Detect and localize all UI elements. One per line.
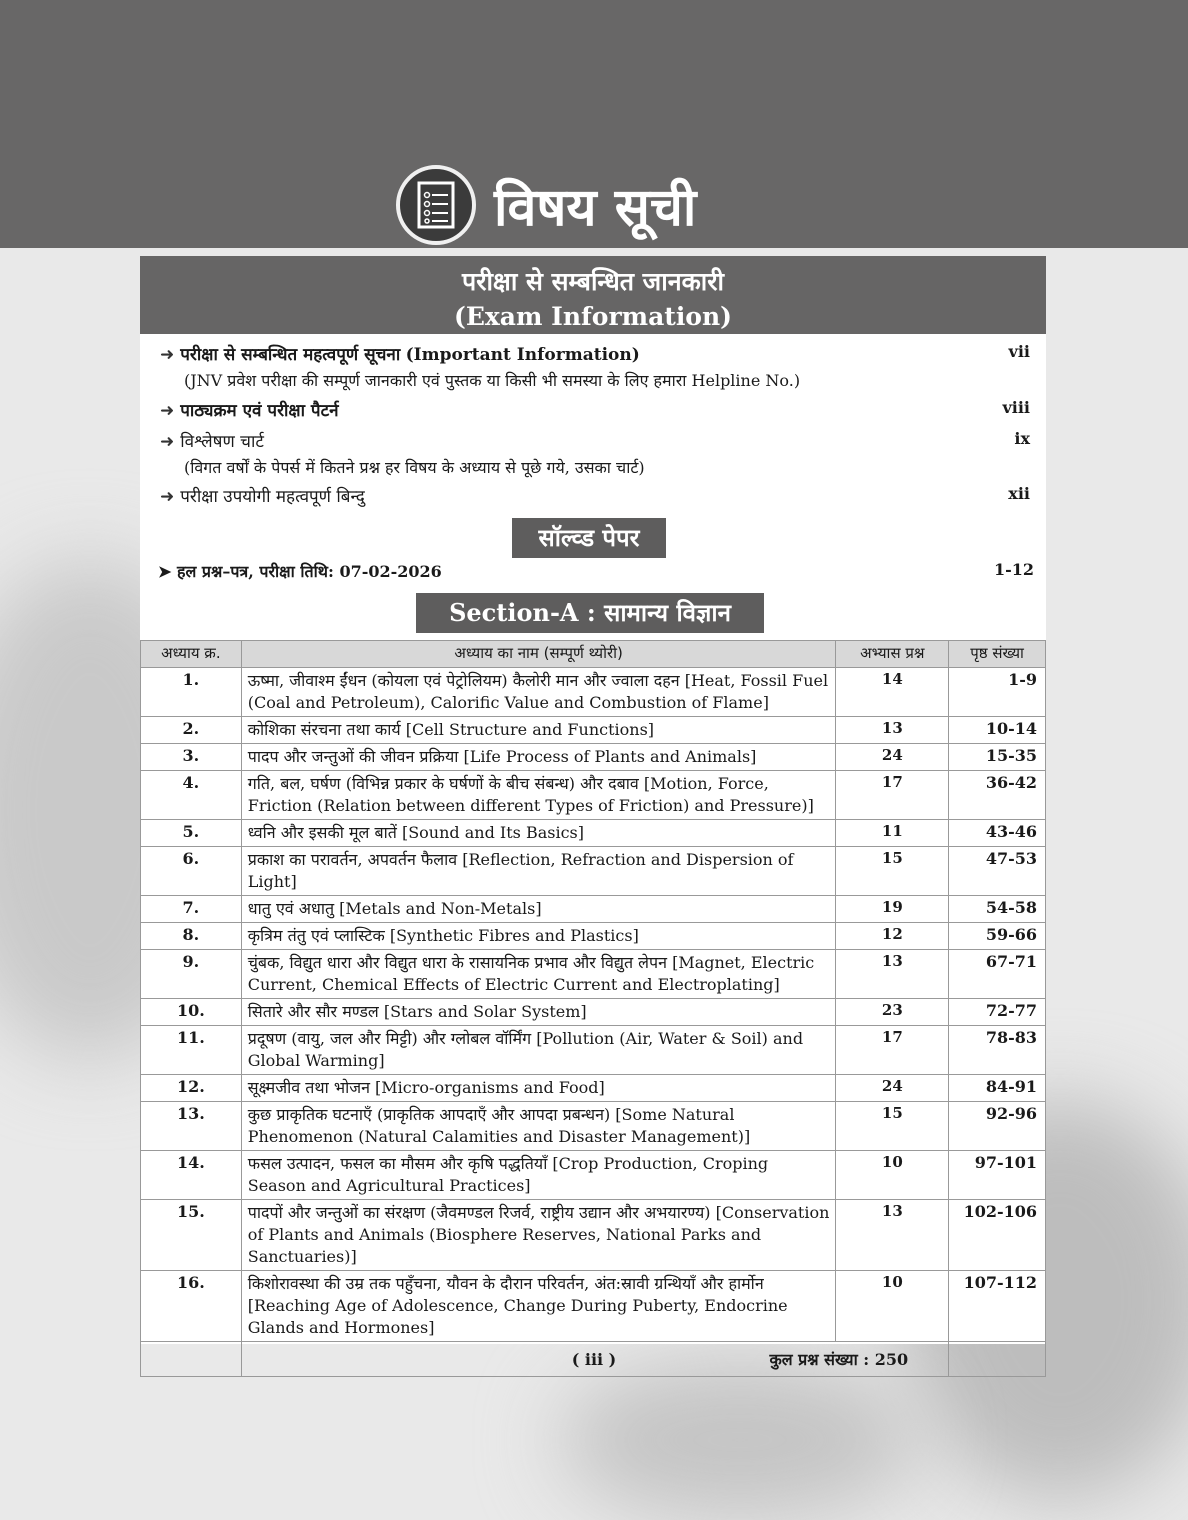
triangle-right-icon: ➤ <box>158 562 177 581</box>
page-range: 47-53 <box>949 847 1046 896</box>
exam-info-heading <box>140 256 1046 334</box>
chapter-number: 13. <box>141 1102 242 1151</box>
table-row[interactable] <box>141 950 1046 999</box>
table-row[interactable] <box>141 1075 1046 1102</box>
chapter-number: 4. <box>141 771 242 820</box>
info-item-syllabus[interactable]: ➜ पाठ्यक्रम एवं परीक्षा पैटर्न viii <box>160 398 1030 421</box>
table-row[interactable] <box>141 896 1046 923</box>
practice-questions: 13 <box>836 717 949 744</box>
practice-questions: 24 <box>836 1075 949 1102</box>
page-range: 97-101 <box>949 1151 1046 1200</box>
table-row[interactable] <box>141 1151 1046 1200</box>
solved-paper-item[interactable] <box>158 560 1034 582</box>
chapter-number: 10. <box>141 999 242 1026</box>
practice-questions: 19 <box>836 896 949 923</box>
chapter-table <box>140 640 1046 1377</box>
page-range: 84-91 <box>949 1075 1046 1102</box>
chapter-number: 11. <box>141 1026 242 1075</box>
info-item-sub: (विगत वर्षों के पेपर्स में कितने प्रश्न हर विषय के अध्याय से पूछे गये, उसका चार्ट) <box>184 458 645 477</box>
page-range: 36-42 <box>949 771 1046 820</box>
chapter-number: 16. <box>141 1271 242 1342</box>
practice-questions: 15 <box>836 1102 949 1151</box>
page-ref: xii <box>1008 484 1030 503</box>
page-number: ( iii ) <box>571 1350 617 1369</box>
chapter-name: धातु एवं अधातु [Metals and Non-Metals] <box>241 896 836 923</box>
page-range: 92-96 <box>949 1102 1046 1151</box>
table-row[interactable] <box>141 744 1046 771</box>
practice-questions: 13 <box>836 950 949 999</box>
info-item-sub: (JNV प्रवेश परीक्षा की सम्पूर्ण जानकारी एवं पुस्तक या किसी भी समस्या के लिए हमारा Helpline No.) <box>184 371 801 390</box>
exam-info-heading-english: (Exam Information) <box>454 302 732 331</box>
arrow-right-icon: ➜ <box>160 401 175 421</box>
column-header: पृष्ठ संख्या <box>949 641 1046 668</box>
chapter-name: गति, बल, घर्षण (विभिन्न प्रकार के घर्षणों के बीच संबन्ध) और दबाव [Motion, Force, Friction (Relation between different Types of Friction) and Pressure)] <box>241 771 836 820</box>
info-item-analysis[interactable]: ➜ विश्लेषण चार्ट (विगत वर्षों के पेपर्स में कितने प्रश्न हर विषय के अध्याय से पूछे गये, उसका चार्ट) ix <box>160 429 1040 478</box>
chapter-number: 8. <box>141 923 242 950</box>
chapter-name: सूक्ष्मजीव तथा भोजन [Micro-organisms and Food] <box>241 1075 836 1102</box>
practice-questions: 11 <box>836 820 949 847</box>
arrow-right-icon: ➜ <box>160 487 175 507</box>
table-row[interactable] <box>141 771 1046 820</box>
practice-questions: 17 <box>836 1026 949 1075</box>
page-range: 1-9 <box>949 668 1046 717</box>
chapter-name: कृत्रिम तंतु एवं प्लास्टिक [Synthetic Fibres and Plastics] <box>241 923 836 950</box>
chapter-number: 12. <box>141 1075 242 1102</box>
table-row[interactable] <box>141 1271 1046 1342</box>
arrow-right-icon: ➜ <box>160 345 175 365</box>
chapter-number: 2. <box>141 717 242 744</box>
column-header: अध्याय का नाम (सम्पूर्ण थ्योरी) <box>241 641 836 668</box>
table-header-row <box>141 641 1046 668</box>
chapter-name: ऊष्मा, जीवाश्म ईंधन (कोयला एवं पेट्रोलियम) कैलोरी मान और ज्वाला दहन [Heat, Fossil Fuel (Coal and Petroleum), Calorific Value and Combustion of Flame] <box>241 668 836 717</box>
info-item-points[interactable]: ➜ परीक्षा उपयोगी महत्वपूर्ण बिन्दु xii <box>160 484 1030 507</box>
chapter-name: चुंबक, विद्युत धारा और विद्युत धारा के रासायनिक प्रभाव और विद्युत लेपन [Magnet, Electric Current, Chemical Effects of Electric Current and Electroplating] <box>241 950 836 999</box>
table-row[interactable] <box>141 717 1046 744</box>
table-row[interactable] <box>141 820 1046 847</box>
chapter-number: 1. <box>141 668 242 717</box>
practice-questions: 15 <box>836 847 949 896</box>
practice-questions: 14 <box>836 668 949 717</box>
total-questions: कुल प्रश्न संख्या : 250 <box>241 1342 948 1377</box>
chapter-number: 15. <box>141 1200 242 1271</box>
practice-questions: 24 <box>836 744 949 771</box>
column-header: अध्याय क्र. <box>141 641 242 668</box>
practice-questions: 23 <box>836 999 949 1026</box>
page-range: 67-71 <box>949 950 1046 999</box>
table-row[interactable] <box>141 1102 1046 1151</box>
chapter-name: किशोरावस्था की उम्र तक पहुँचना, यौवन के दौरान परिवर्तन, अंत:स्रावी ग्रन्थियाँ और हार्मोन [Reaching Age of Adolescence, Change During Puberty, Endocrine Glands and Hormones] <box>241 1271 836 1342</box>
page-range: 15-35 <box>949 744 1046 771</box>
chapter-name: कुछ प्राकृतिक घटनाएँ (प्राकृतिक आपदाएँ और आपदा प्रबन्धन) [Some Natural Phenomenon (Natural Calamities and Disaster Management)] <box>241 1102 836 1151</box>
practice-questions: 13 <box>836 1200 949 1271</box>
page-range: 102-106 <box>949 1200 1046 1271</box>
list-document-icon <box>396 165 476 245</box>
chapter-number: 5. <box>141 820 242 847</box>
chapter-name: ध्वनि और इसकी मूल बातें [Sound and Its Basics] <box>241 820 836 847</box>
practice-questions: 10 <box>836 1151 949 1200</box>
table-row[interactable] <box>141 847 1046 896</box>
page-ref: viii <box>1002 398 1030 417</box>
chapter-name: कोशिका संरचना तथा कार्य [Cell Structure and Functions] <box>241 717 836 744</box>
page-range: 78-83 <box>949 1026 1046 1075</box>
background-wash <box>560 1360 920 1520</box>
chapter-number: 6. <box>141 847 242 896</box>
table-row[interactable] <box>141 923 1046 950</box>
exam-info-heading-hindi: परीक्षा से सम्बन्धित जानकारी <box>462 267 724 296</box>
table-row[interactable] <box>141 999 1046 1026</box>
section-a-heading: Section-A : सामान्य विज्ञान <box>416 593 764 633</box>
chapter-number: 9. <box>141 950 242 999</box>
chapter-number: 14. <box>141 1151 242 1200</box>
page-range: 59-66 <box>949 923 1046 950</box>
column-header: अभ्यास प्रश्न <box>836 641 949 668</box>
chapter-name: प्रकाश का परावर्तन, अपवर्तन फैलाव [Reflection, Refraction and Dispersion of Light] <box>241 847 836 896</box>
page-range: 107-112 <box>949 1271 1046 1342</box>
practice-questions: 12 <box>836 923 949 950</box>
page-range: 54-58 <box>949 896 1046 923</box>
solved-paper-label: हल प्रश्न–पत्र, परीक्षा तिथि: 07-02-2026 <box>176 562 442 581</box>
page-title <box>396 160 696 250</box>
practice-questions: 10 <box>836 1271 949 1342</box>
table-row[interactable] <box>141 1200 1046 1271</box>
page-ref: vii <box>1008 342 1030 361</box>
table-row[interactable] <box>141 1026 1046 1075</box>
chapter-number: 7. <box>141 896 242 923</box>
chapter-name: पादप और जन्तुओं की जीवन प्रक्रिया [Life Process of Plants and Animals] <box>241 744 836 771</box>
page-ref: ix <box>1014 429 1030 448</box>
chapter-number: 3. <box>141 744 242 771</box>
solved-paper-heading: सॉल्व्ड पेपर <box>512 518 666 558</box>
page-range: 43-46 <box>949 820 1046 847</box>
table-row[interactable] <box>141 668 1046 717</box>
chapter-name: प्रदूषण (वायु, जल और मिट्टी) और ग्लोबल वॉर्मिंग [Pollution (Air, Water & Soil) and Global Warming] <box>241 1026 836 1075</box>
chapter-name: सितारे और सौर मण्डल [Stars and Solar System] <box>241 999 836 1026</box>
info-item-important[interactable]: ➜ परीक्षा से सम्बन्धित महत्वपूर्ण सूचना (Important Information) (JNV प्रवेश परीक्षा की सम्पूर्ण जानकारी एवं पुस्तक या किसी भी समस्या के लिए हमारा Helpline No.) vii <box>160 342 1040 391</box>
page-ref: 1-12 <box>993 560 1034 579</box>
arrow-right-icon: ➜ <box>160 432 175 452</box>
chapter-name: पादपों और जन्तुओं का संरक्षण (जैवमण्डल रिजर्व, राष्ट्रीय उद्यान और अभयारण्य) [Conservation of Plants and Animals (Biosphere Reserves, National Parks and Sanctuaries)] <box>241 1200 836 1271</box>
chapter-name: फसल उत्पादन, फसल का मौसम और कृषि पद्धतियाँ [Crop Production, Croping Season and Agricultural Practices] <box>241 1151 836 1200</box>
page-range: 10-14 <box>949 717 1046 744</box>
page-range: 72-77 <box>949 999 1046 1026</box>
practice-questions: 17 <box>836 771 949 820</box>
title-text: विषय सूची <box>494 177 697 238</box>
